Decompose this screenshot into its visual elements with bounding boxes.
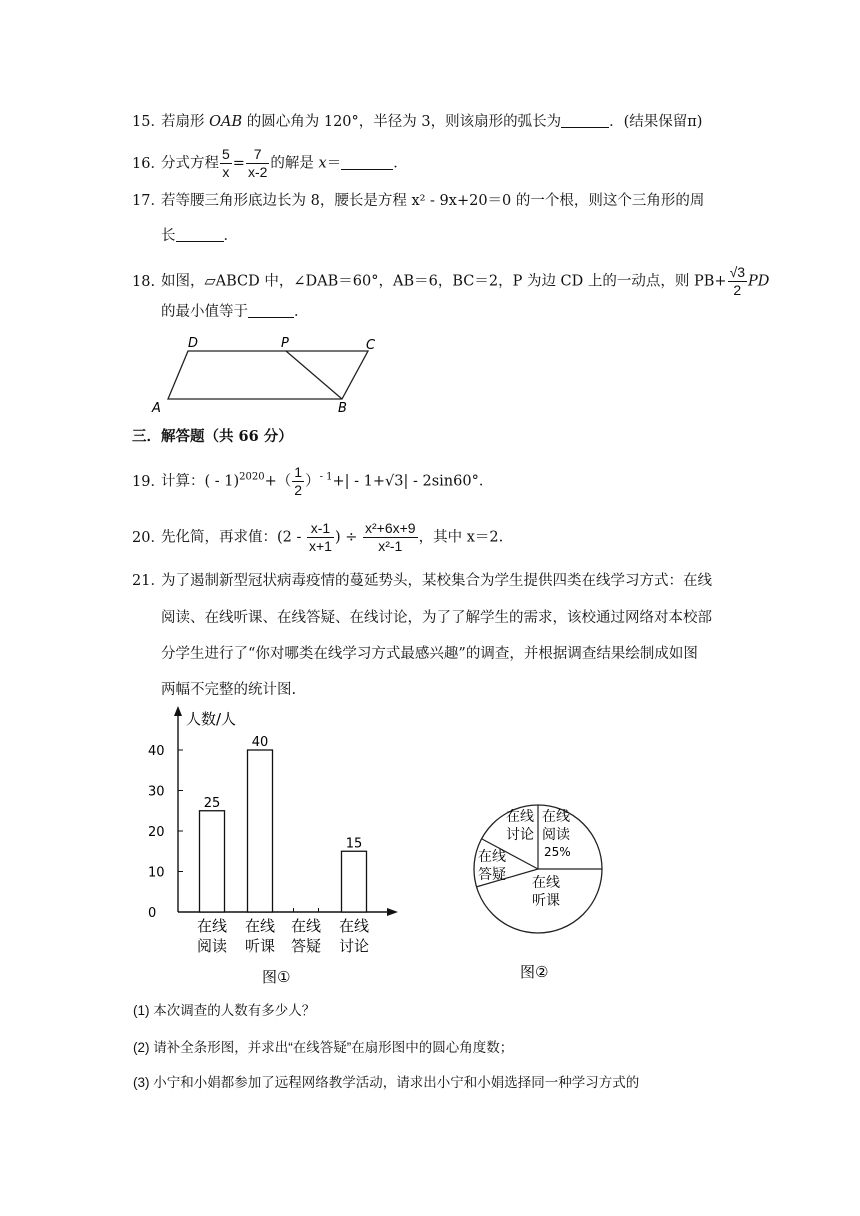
answer-blank	[561, 113, 609, 128]
question-number: 19．	[132, 473, 165, 490]
slice-label-discussion-2: 讨论	[506, 827, 534, 843]
x-tick-label: 在线	[196, 917, 228, 935]
question-15: 15．若扇形 OAB 的圆心角为 120°，半径为 3，则该扇形的弧长为 ．(结果保留π)	[132, 114, 703, 130]
fraction: $\frac{√3}{2}$	[729, 264, 746, 298]
answer-blank	[176, 227, 224, 242]
question-number: 20．	[132, 529, 165, 546]
question-18: 18. 如图，▱ABCD 中，∠DAB＝60°，AB＝6，BC＝2，P 为边 CD 上的一动点，则 PB+ $\frac{√3}{2}$ PD	[132, 264, 770, 298]
chart-caption: 图②	[520, 963, 549, 981]
slice-label-reading: 在线	[542, 809, 570, 825]
x-tick-label: 在线	[290, 917, 322, 935]
y-tick-label: 0	[148, 906, 157, 921]
bar-data-label: 25	[203, 795, 221, 811]
question-17-line2: 长 ．	[161, 228, 238, 244]
label-d: D	[188, 336, 199, 351]
y-tick-label: 10	[148, 865, 165, 881]
question-21-line: 分学生进行了“你对哪类在线学习方式最感兴趣”的调查，并根据调查结果绘制成如图	[161, 646, 698, 662]
slice-label-lecture-2: 听课	[532, 893, 560, 909]
x-tick-label: 阅读	[196, 937, 228, 955]
bar	[342, 851, 367, 912]
question-16: 16．分式方程 $\frac{5}{x}$ = $\frac{7}{x-2}$ 的解是 x＝ ．	[132, 146, 408, 180]
fraction: $\frac{7}{x-2}$	[247, 146, 268, 180]
bar-data-label: 15	[345, 836, 363, 852]
question-number: 16．	[132, 155, 165, 172]
x-axis-arrow	[387, 908, 398, 916]
bar	[200, 811, 225, 912]
x-tick-label: 答疑	[290, 937, 322, 955]
x-tick-label: 在线	[244, 917, 276, 935]
section-title: 三．解答题（共 66 分）	[132, 428, 293, 445]
fraction: $\frac{x-1}{x+1}$	[309, 520, 332, 554]
slice-pct-reading: 25%	[544, 845, 571, 859]
y-tick-label: 20	[148, 825, 165, 840]
slice-label-lecture: 在线	[532, 875, 560, 891]
parallelogram-figure	[150, 333, 390, 415]
x-tick-label: 在线	[338, 917, 370, 935]
label-b: B	[338, 401, 347, 415]
label-c: C	[366, 338, 376, 353]
label-a: A	[152, 401, 161, 415]
bar-data-label: 40	[251, 735, 269, 750]
question-21-line: 两幅不完整的统计图.	[161, 682, 297, 698]
question-21-line: 阅读、在线听课、在线答疑、在线讨论，为了了解学生的需求，该校通过网络对本校部	[161, 610, 712, 626]
answer-blank	[248, 303, 294, 318]
bar	[248, 750, 273, 912]
y-tick-label: 40	[148, 744, 165, 759]
label-p: P	[281, 336, 289, 351]
x-tick-label: 讨论	[338, 937, 370, 955]
segment-pb	[286, 351, 342, 399]
y-axis-label: 人数/人	[186, 710, 237, 728]
sub-question-3: (3) 小宁和小娟都参加了远程网络教学活动，请求出小宁和小娟选择同一种学习方式的	[133, 1075, 640, 1090]
slice-label-reading-2: 阅读	[542, 827, 570, 843]
fraction: $\frac{5}{x}$	[222, 146, 230, 180]
question-18-line2: 的最小值等于 ．	[161, 304, 309, 320]
sub-question-1: (1) 本次调查的人数有多少人？	[133, 1003, 316, 1018]
chart-caption: 图①	[262, 968, 291, 986]
x-tick-label: 听课	[244, 937, 276, 955]
fraction: $\frac{1}{2}$	[294, 464, 303, 498]
bar-chart	[140, 700, 410, 1000]
question-number: 18.	[132, 273, 156, 290]
question-number: 17．	[132, 193, 165, 209]
y-axis-arrow	[174, 706, 182, 716]
question-21: 21．为了遏制新型冠状病毒疫情的蔓延势头，某校集合为学生提供四类在线学习方式：在线	[132, 573, 712, 589]
question-19: 19．计算：( - 1)$^{2020}$+（ $\frac{1}{2}$ ）$^{- 1}$+| - 1+√3| - 2sin60°．	[132, 464, 494, 498]
sub-question-2: (2) 请补全条形图，并求出“在线答疑”在扇形图中的圆心角度数；	[133, 1040, 514, 1055]
question-number: 21．	[132, 573, 165, 589]
fraction: $\frac{\text{x²+6x+9}}{\text{x²-1}}$	[365, 520, 416, 554]
question-20: 20．先化简，再求值：(2 - $\frac{x-1}{x+1}$ ) ÷ $\frac{\text{x²+6x+9}}{\text{x²-1}}$ ，其中 x＝2.	[132, 520, 504, 554]
slice-label-qa: 在线	[478, 849, 506, 865]
parallelogram-abcd	[168, 351, 368, 399]
pie-chart	[460, 795, 620, 985]
question-17: 17．若等腰三角形底边长为 8，腰长是方程 x² - 9x+20＝0 的一个根，则这个三角形的周	[132, 193, 705, 209]
y-tick-label: 30	[148, 784, 165, 800]
slice-label-discussion: 在线	[506, 809, 534, 825]
slice-label-qa-2: 答疑	[478, 867, 506, 883]
question-number: 15．	[132, 114, 165, 130]
answer-blank	[341, 155, 393, 170]
